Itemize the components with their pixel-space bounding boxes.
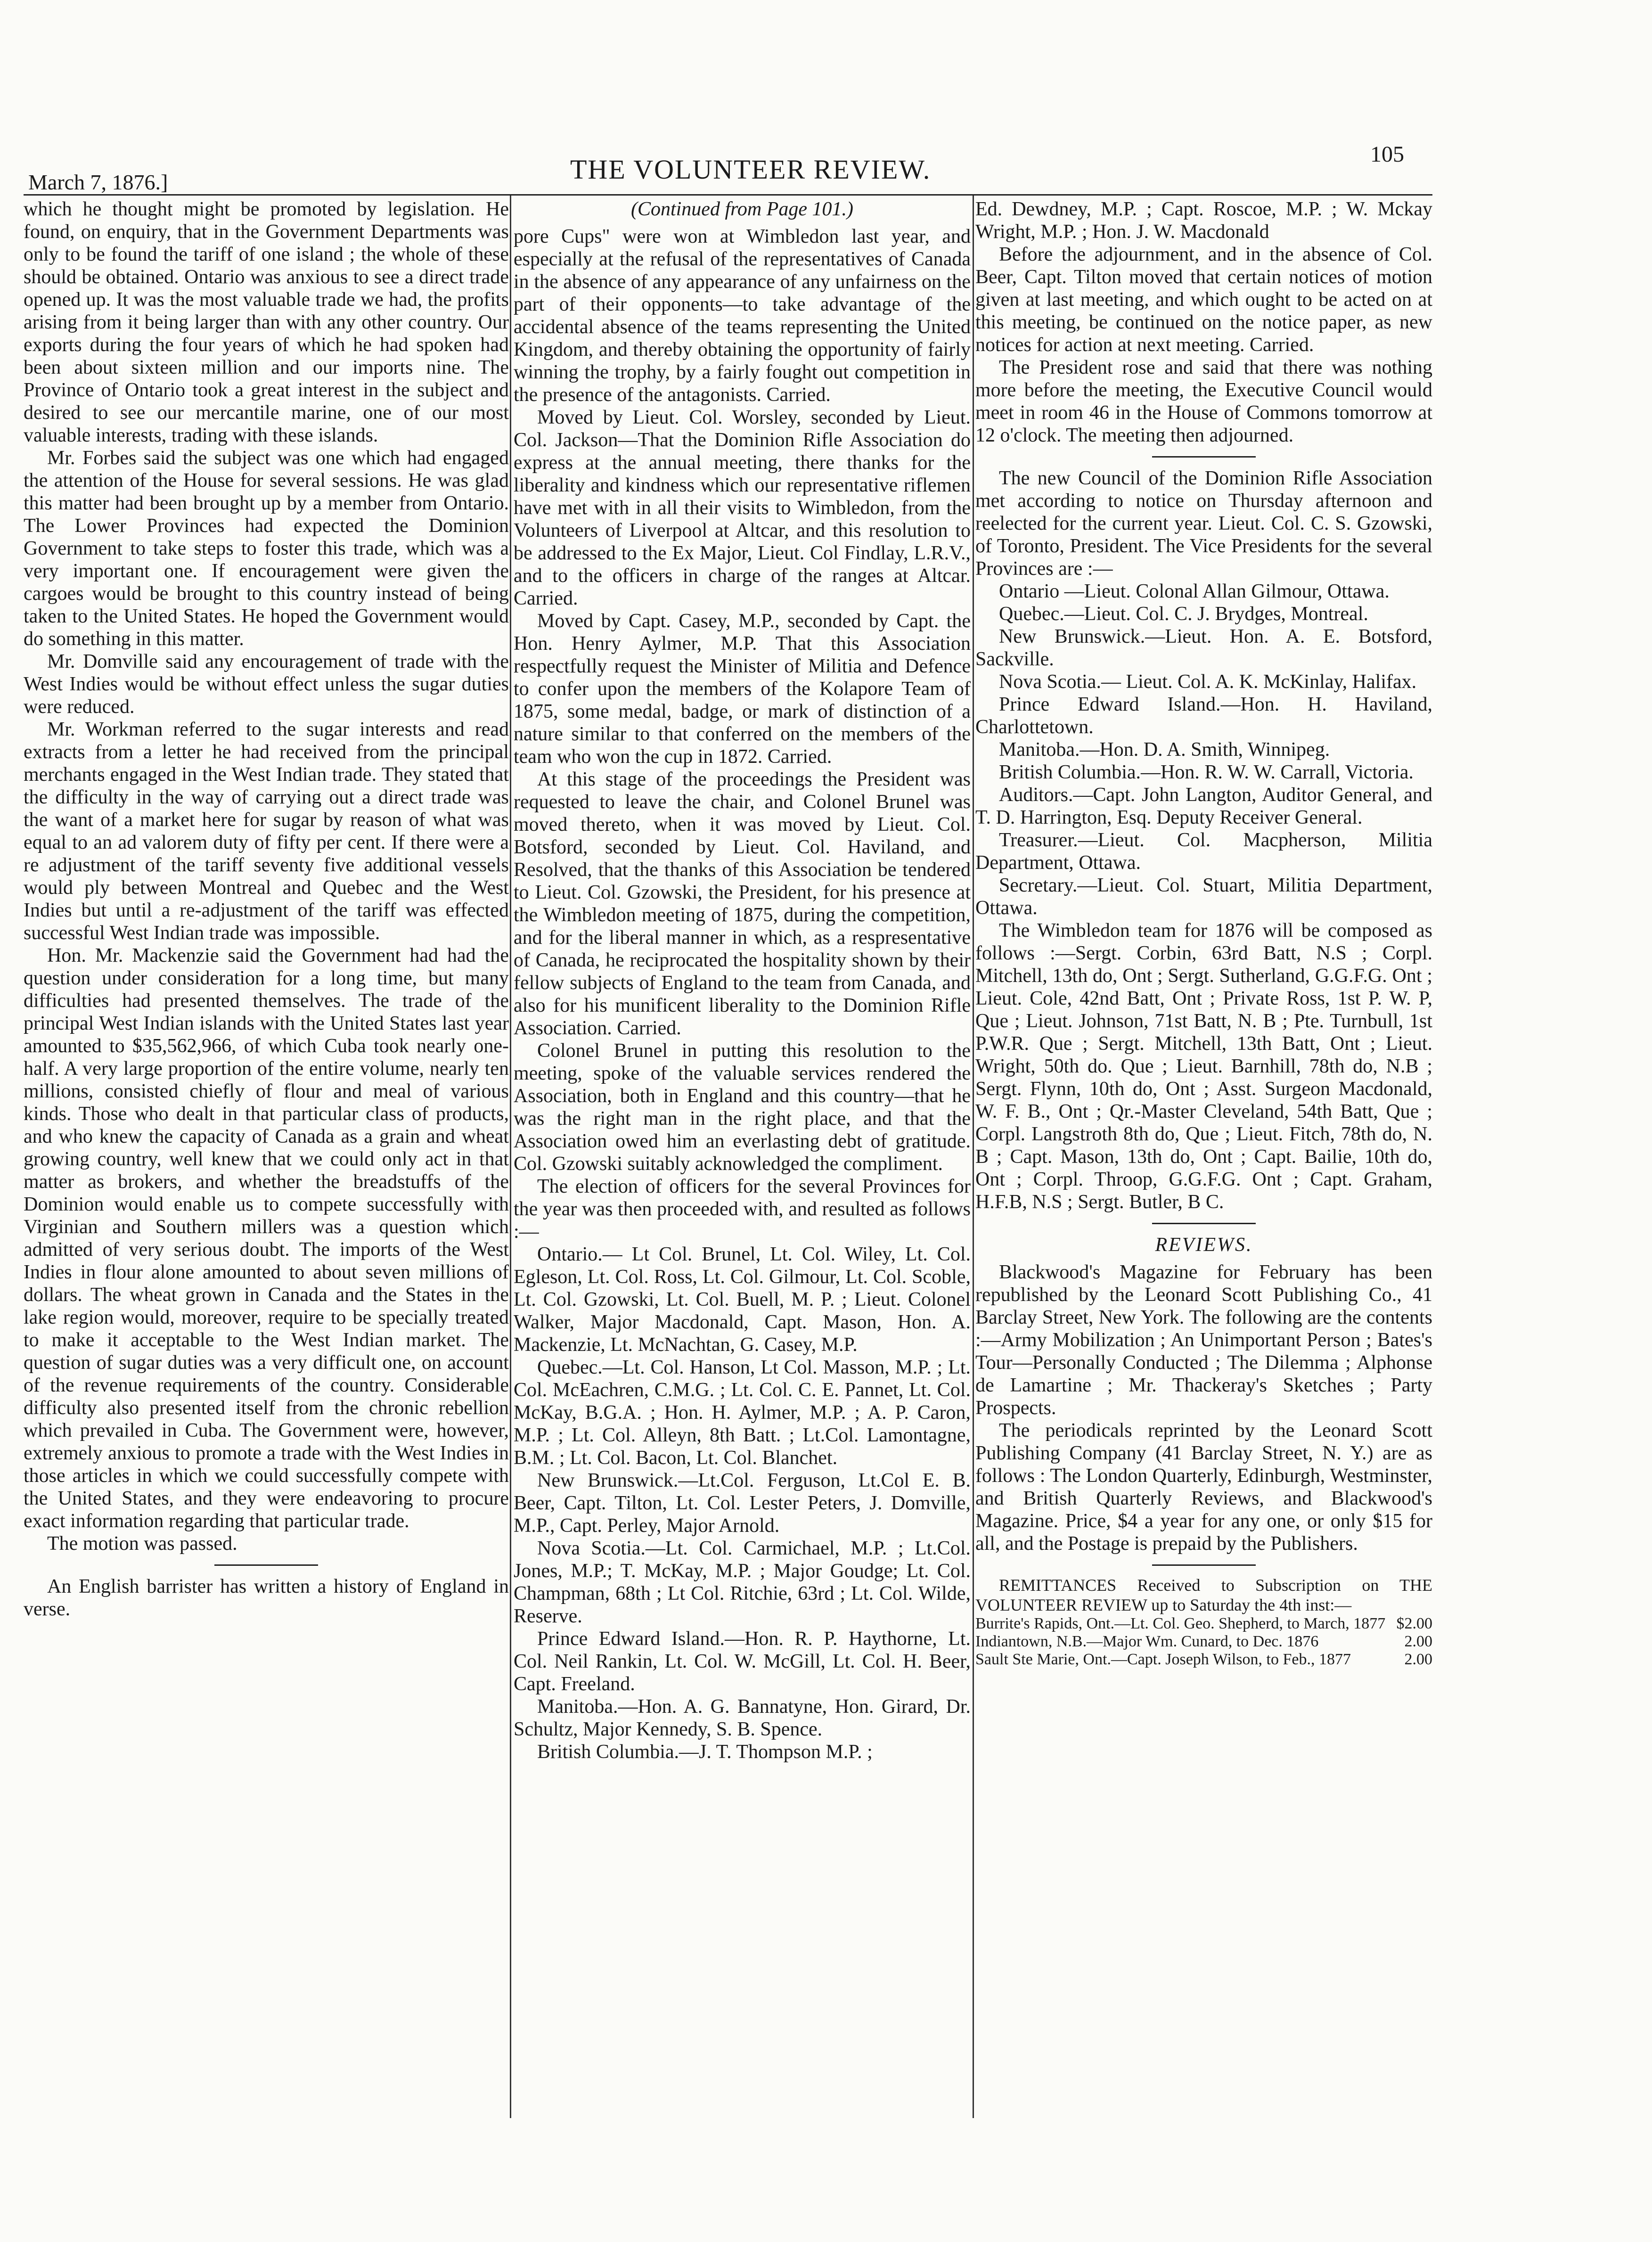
remittance-text: Indiantown, N.B.—Major Wm. Cunard, to Dec. 1876 bbox=[975, 1633, 1319, 1650]
officers-list: New Brunswick.—Lieut. Hon. A. E. Botsford, Sackville. bbox=[975, 626, 1432, 670]
review-paragraph: The periodicals reprinted by the Leonard Scott Publishing Company (41 Barclay Street, N. Y.) are as follows : The London Quarterly, Edinburgh, Westminster, and British Quarterly Reviews, and Blackwood's Magazine. Price, $4 a year for any one, or only $15 for all, and the Postage is prepaid by the Publishers. bbox=[975, 1420, 1432, 1555]
reviews-heading: REVIEWS. bbox=[1155, 1234, 1253, 1256]
article-paragraph: which he thought might be promoted by legislation. He found, on enquiry, that in the Government Departments was only to be found the tariff of one island ; the whole of these should be obtained. Ontario was anxious to see a direct trade opened up. It was the most valuable trade we had, the profits arising from it being larger than with any other country. Our exports during the four years of which he had spoken had been about sixteen million and our imports nine. The Province of Ontario took a great interest in the subject and desired to see our mercantile marine, one of our most valuable interests, trading with these islands. bbox=[24, 198, 509, 446]
header-rule bbox=[24, 194, 1432, 196]
divider bbox=[214, 1564, 318, 1566]
article-paragraph: The motion was passed. bbox=[47, 1533, 237, 1555]
article-paragraph: Before the adjournment, and in the absence of Col. Beer, Capt. Tilton moved that certain notices of motion given at last meeting, and which ought to be acted on at this meeting, be continued on the notice paper, as new notices for action at next meeting. Carried. bbox=[975, 244, 1432, 356]
column-3 bbox=[975, 198, 1432, 2120]
officers-list: Treasurer.—Lieut. Col. Macpherson, Militia Department, Ottawa. bbox=[975, 829, 1432, 874]
remittance-row bbox=[975, 1651, 1432, 1669]
officers-list: Manitoba.—Hon. D. A. Smith, Winnipeg. bbox=[999, 739, 1330, 761]
officers-list: Prince Edward Island.—Hon. H. Haviland, Charlottetown. bbox=[975, 694, 1432, 738]
remittances-heading: REMITTANCES Received to Subscription on THE VOLUNTEER REVIEW up to Saturday the 4th inst:— bbox=[975, 1576, 1432, 1614]
column-divider bbox=[973, 196, 974, 2118]
officers-list: British Columbia.—J. T. Thompson M.P. ; bbox=[537, 1741, 873, 1763]
page-number: 105 bbox=[1370, 142, 1404, 167]
divider bbox=[1152, 456, 1256, 458]
newspaper-title: THE VOLUNTEER REVIEW. bbox=[570, 154, 931, 185]
remittance-row bbox=[975, 1615, 1432, 1633]
officers-list: Quebec.—Lt. Col. Hanson, Lt Col. Masson, M.P. ; Lt. Col. McEachren, C.M.G. ; Lt. Col. C. E. Pannet, Lt. Col. McKay, B.G.A. ; Hon. H. Aylmer, M.P. ; A. P. Caron, M.P. ; Lt. Col. Alleyn, 8th Batt. ; Lt.Col. Lamontagne, B.M. ; Lt. Col. Bacon, Lt. Col. Blanchet. bbox=[514, 1357, 971, 1469]
remittance-text: Sault Ste Marie, Ont.—Capt. Joseph Wilson, to Feb., 1877 bbox=[975, 1651, 1351, 1668]
officers-list: Manitoba.—Hon. A. G. Bannatyne, Hon. Girard, Dr. Schultz, Major Kennedy, S. B. Spence. bbox=[514, 1696, 971, 1740]
officers-list: Nova Scotia.— Lieut. Col. A. K. McKinlay, Halifax. bbox=[999, 671, 1417, 693]
page-header bbox=[28, 141, 1404, 194]
remittance-text: Burrite's Rapids, Ont.—Lt. Col. Geo. Shepherd, to March, 1877 bbox=[975, 1615, 1386, 1632]
article-paragraph: Mr. Domville said any encouragement of trade with the West Indies would be without effect unless the sugar duties were reduced. bbox=[24, 651, 509, 718]
officers-list: New Brunswick.—Lt.Col. Ferguson, Lt.Col E. B. Beer, Capt. Tilton, Lt. Col. Lester Peters, J. Domville, M.P., Capt. Perley, Major Arnold. bbox=[514, 1470, 971, 1537]
article-paragraph: The Wimbledon team for 1876 will be composed as follows :—Sergt. Corbin, 63rd Batt, N.S ; Corpl. Mitchell, 13th do, Ont ; Sergt. Sutherland, G.G.F.G. Ont ; Lieut. Cole, 42nd Batt, Ont ; Private Ross, 1st P. W. P, Que ; Lieut. Johnson, 71st Batt, N. B ; Pte. Turnbull, 1st P.W.R. Que ; Sergt. Mitchell, 13th Batt, Ont ; Lieut. Wright, 50th do. Que ; Lieut. Barnhill, 78th do, N.B ; Sergt. Flynn, 10th do, Ont ; Asst. Surgeon Macdonald, W. F. B., Ont ; Qr.-Master Cleveland, 54th Batt, Que ; Corpl. Langstroth 8th do, Que ; Lieut. Fitch, 78th do, N. B ; Capt. Mason, 13th do, Ont ; Capt. Bailie, 10th do, Ont ; Corpl. Throop, G.G.F.G. Ont ; Capt. Graham, H.F.B, N.S ; Sergt. Butler, B C. bbox=[975, 920, 1432, 1213]
review-paragraph: Blackwood's Magazine for February has been republished by the Leonard Scott Publishing Co., 41 Barclay Street, New York. The following are the contents :—Army Mobilization ; An Unimportant Person ; Bates's Tour—Personally Conducted ; The Dilemma ; Alphonse de Lamartine ; Mr. Thackeray's Sketches ; Party Prospects. bbox=[975, 1261, 1432, 1419]
officers-list: British Columbia.—Hon. R. W. W. Carrall, Victoria. bbox=[999, 761, 1414, 783]
article-paragraph: Colonel Brunel in putting this resolution to the meeting, spoke of the valuable services rendered the Association, both in England and this country—that he was the right man in the right place, and that the Association owed him an everlasting debt of gratitude. Col. Gzowski suitably acknowledged the compliment. bbox=[514, 1040, 971, 1175]
divider bbox=[1152, 1223, 1256, 1224]
remittance-amount: 2.00 bbox=[1404, 1633, 1432, 1650]
column-2 bbox=[514, 198, 971, 2120]
remittance-amount: 2.00 bbox=[1404, 1651, 1432, 1668]
article-paragraph: Mr. Workman referred to the sugar interests and read extracts from a letter he had received from the principal merchants engaged in the West Indian trade. They stated that the difficulty in the way of carrying out a direct trade was the want of a market here for sugar by reason of what was equal to an ad valorem duty of fifty per cent. If there were a re adjustment of the tariff seventy five additional vessels would ply between Montreal and Quebec and the West Indies but until a re-adjustment of the tariff was effected successful West Indian trade was impossible. bbox=[24, 719, 509, 944]
officers-list: Ontario —Lieut. Colonal Allan Gilmour, Ottawa. bbox=[999, 581, 1390, 602]
officers-list: Prince Edward Island.—Hon. R. P. Haythorne, Lt. Col. Neil Rankin, Lt. Col. W. McGill, Lt. Col. H. Beer, Capt. Freeland. bbox=[514, 1628, 971, 1695]
article-paragraph: At this stage of the proceedings the President was requested to leave the chair, and Colonel Brunel was moved thereto, when it was moved by Lieut. Col. Botsford, seconded by Lieut. Col. Haviland, and Resolved, that the thanks of this Association be tendered to Lieut. Col. Gzowski, the President, for his presence at the Wimbledon meeting of 1875, during the competition, and for the liberal manner in which, as a respresentative of Canada, he reciprocated the hospitality shown by their fellow subjects of England to the team from Canada, and also for his munificent liberality to the Dominion Rifle Association. Carried. bbox=[514, 769, 971, 1039]
column-1 bbox=[24, 198, 509, 2120]
filler-note: An English barrister has written a history of England in verse. bbox=[24, 1576, 509, 1620]
officers-list: Nova Scotia.—Lt. Col. Carmichael, M.P. ; Lt.Col. Jones, M.P.; T. McKay, M.P. ; Major Goudge; Lt. Col. Champman, 68th ; Lt Col. Ritchie, 63rd ; Lt. Col. Wilde, Reserve. bbox=[514, 1538, 971, 1627]
article-paragraph: Hon. Mr. Mackenzie said the Government had had the question under consideration for a long time, but many difficulties had presented themselves. The trade of the principal West Indian islands with the United States last year amounted to $35,562,966, of which Cuba took nearly one-half. A very large proportion of the entire volume, nearly ten millions, consisted chiefly of flour and meal of various kinds. Those who dealt in that particular class of products, and who knew the capacity of Canada as a grain and wheat growing country, well knew that we could only act in that matter as brokers, and whether the breadstuffs of the Dominion would enable us to compete successfully with Virginian and Southern millers was a question which admitted of very serious doubt. The imports of the West Indies in flour alone amounted to about seven millions of dollars. The wheat grown in Canada and the States in the lake region would, moreover, require to be specially treated to make it acceptable to the West Indian market. The question of sugar duties was a very difficult one, on account of the revenue requirements of the country. Considerable difficulty also presented itself from the chronic rebellion which prevailed in Cuba. The Government were, however, extremely anxious to promote a trade with the West Indies in those articles in which we could successfully compete with the United States, and they were endeavoring to procure exact information regarding that particular trade. bbox=[24, 945, 509, 1532]
article-paragraph: The President rose and said that there was nothing more before the meeting, the Executive Council would meet in room 46 in the House of Commons tomorrow at 12 o'clock. The meeting then adjourned. bbox=[975, 357, 1432, 446]
article-paragraph: The new Council of the Dominion Rifle Association met according to notice on Thursday afternoon and reelected for the current year. Lieut. Col. C. S. Gzowski, of Toronto, President. The Vice Presidents for the several Provinces are :— bbox=[975, 467, 1432, 580]
remittance-amount: $2.00 bbox=[1396, 1615, 1432, 1632]
divider bbox=[1152, 1564, 1256, 1566]
column-divider bbox=[510, 196, 511, 2118]
remittance-row bbox=[975, 1633, 1432, 1651]
article-paragraph: The election of officers for the several Provinces for the year was then proceeded with, and resulted as follows :— bbox=[514, 1176, 971, 1243]
continued-note: (Continued from Page 101.) bbox=[630, 198, 854, 220]
article-paragraph: pore Cups" were won at Wimbledon last year, and especially at the refusal of the representatives of Canada in the absence of any appearance of any unfairness on the part of their opponents—to take advantage of the accidental absence of the teams representing the United Kingdom, and thereby obtaining the opportunity of fairly winning the trophy, by a fairly fought out competition in the presence of the antagonists. Carried. bbox=[514, 226, 971, 406]
article-paragraph: Ed. Dewdney, M.P. ; Capt. Roscoe, M.P. ; W. Mckay Wright, M.P. ; Hon. J. W. Macdonald bbox=[975, 198, 1432, 243]
issue-date: March 7, 1876.] bbox=[28, 170, 168, 194]
article-paragraph: Moved by Lieut. Col. Worsley, seconded by Lieut. Col. Jackson—That the Dominion Rifle Association do express at the annual meeting, there thanks for the liberality and kindness which our representative riflemen have met with in all their visits to Wimbledon, from the Volunteers of Liverpool at Altcar, and this resolution to be addressed to the Ex Major, Lieut. Col Findlay, L.R.V., and to the officers in charge of the ranges at Altcar. Carried. bbox=[514, 407, 971, 609]
article-paragraph: Moved by Capt. Casey, M.P., seconded by Capt. the Hon. Henry Aylmer, M.P. That this Association respectfully request the Minister of Militia and Defence to confer upon the members of the Kolapore Team of 1875, some medal, badge, or mark of distinction of a nature similar to that conferred on the members of the team who won the cup in 1872. Carried. bbox=[514, 610, 971, 768]
officers-list: Auditors.—Capt. John Langton, Auditor General, and T. D. Harrington, Esq. Deputy Receiver General. bbox=[975, 784, 1432, 828]
officers-list: Ontario.— Lt Col. Brunel, Lt. Col. Wiley, Lt. Col. Egleson, Lt. Col. Ross, Lt. Col. Gilmour, Lt. Col. Scoble, Lt. Col. Gzowski, Lt. Col. Buell, M. P. ; Lieut. Colonel Walker, Major Macdonald, Capt. Mason, Hon. A. Mackenzie, Lt. McNachtan, G. Casey, M.P. bbox=[514, 1244, 971, 1356]
officers-list: Secretary.—Lieut. Col. Stuart, Militia Department, Ottawa. bbox=[975, 875, 1432, 919]
article-paragraph: Mr. Forbes said the subject was one which had engaged the attention of the House for several sessions. He was glad this matter had been brought up by a member from Ontario. The Lower Provinces had expected the Dominion Government to take steps to foster this trade, which was a very important one. If encouragement were given the cargoes would be brought to this country instead of being taken to the United States. He hoped the Government would do something in this matter. bbox=[24, 447, 509, 650]
officers-list: Quebec.—Lieut. Col. C. J. Brydges, Montreal. bbox=[999, 603, 1368, 625]
